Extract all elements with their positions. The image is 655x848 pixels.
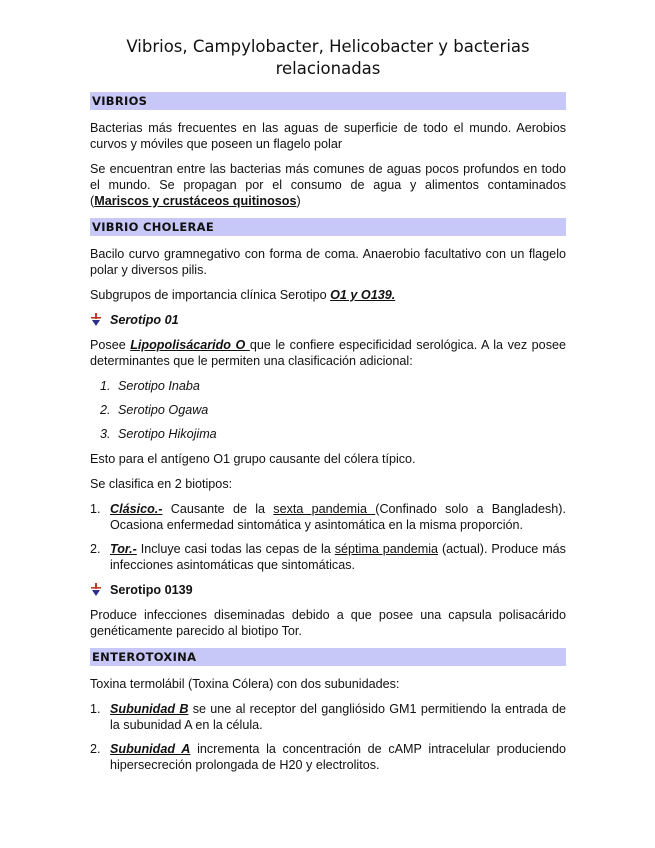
emphasis-text: Subunidad A [110,742,191,756]
down-arrow-icon [90,583,102,597]
emphasis-text: Tor.- [110,542,137,556]
text: Incluye casi todas las cepas de la [136,542,335,556]
document-page [90,36,566,782]
list-number: 2. [90,542,101,556]
subheading-serotipo-01 [90,312,566,328]
underlined-text: séptima pandemia [334,542,439,556]
section-heading-vibrios: VIBRIOS [90,92,566,110]
emphasis-text: Clásico.- [110,502,163,516]
list-text [110,501,566,533]
emphasis-text: Mariscos y crustáceos quitinosos [94,194,297,208]
text: que le confiere especificidad serológica. A la vez posee determinantes que le permiten una clasificación adicional: [90,338,566,368]
biotype-list [90,501,566,573]
list-item [90,741,566,773]
list-item [90,378,566,394]
paragraph [90,337,566,369]
text: Subgrupos de importancia clínica Serotipo [90,288,331,302]
list-text [110,541,566,573]
list-item [90,402,566,418]
list-item [90,426,566,442]
paragraph: Bacilo curvo gramnegativo con forma de coma. Anaerobio facultativo con un flagelo polar y diversos pilis. [90,247,566,277]
paragraph: Produce infecciones diseminadas debido a que posee una capsula polisacárido genéticamente parecido al biotipo Tor. [90,608,566,638]
paragraph [90,161,566,209]
serotype-list [90,378,566,442]
text: Causante de la [162,502,274,516]
subunit-list [90,701,566,773]
list-text: Serotipo Ogawa [118,403,209,417]
text: incrementa la concentración de cAMP intracelular produciendo hipersecreción prolongada de H20 y electrolitos. [110,742,567,772]
text: ) [296,194,301,208]
emphasis-text: Subunidad B [110,702,189,716]
paragraph [90,287,566,303]
list-number: 2. [90,742,101,756]
list-number: 2. [100,403,111,417]
text: (actual). Produce más infecciones asintomáticas que sintomáticas. [110,542,566,572]
list-item [90,701,566,733]
list-text [110,741,566,773]
down-arrow-icon [90,313,102,327]
section-heading-enterotoxina: ENTEROTOXINA [90,648,566,666]
text: Se encuentran entre las bacterias más comunes de aguas pocos profundos en todo el mundo. Se propagan por el consumo de agua y alimentos contaminados ( [90,162,566,208]
subheading-serotipo-0139 [90,582,566,598]
paragraph: Toxina termolábil (Toxina Cólera) con dos subunidades: [90,677,400,691]
emphasis-text: Lipopolisácarido O [130,338,250,352]
subheading-label: Serotipo 01 [110,313,179,327]
paragraph: Bacterias más frecuentes en las aguas de superficie de todo el mundo. Aerobios curvos y móviles que poseen un flagelo polar [90,121,566,151]
list-text: Serotipo Inaba [118,379,200,393]
page-title: Vibrios, Campylobacter, Helicobacter y bacterias relacionadas [126,37,530,78]
section-heading-vibrio-cholerae: VIBRIO CHOLERAE [90,218,566,236]
list-number: 3. [100,427,111,441]
text: (Confinado solo a Bangladesh). Ocasiona enfermedad sintomática y asintomática en la misma proporción. [110,502,566,532]
paragraph: Esto para el antígeno O1 grupo causante del cólera típico. [90,452,416,466]
text: Posee [90,338,131,352]
paragraph: Se clasifica en 2 biotipos: [90,477,233,491]
text: se une al receptor del gangliósido GM1 permitiendo la entrada de la subunidad A en la célula. [110,702,566,732]
underlined-text: sexta pandemia [273,502,376,516]
list-text: Serotipo Hikojima [118,427,217,441]
list-item [90,501,566,533]
list-text [110,701,566,733]
list-item [90,541,566,573]
list-number: 1. [100,379,111,393]
emphasis-text: O1 y O139. [330,288,396,302]
list-number: 1. [90,502,101,516]
list-number: 1. [90,702,101,716]
subheading-label: Serotipo 0139 [110,583,193,597]
